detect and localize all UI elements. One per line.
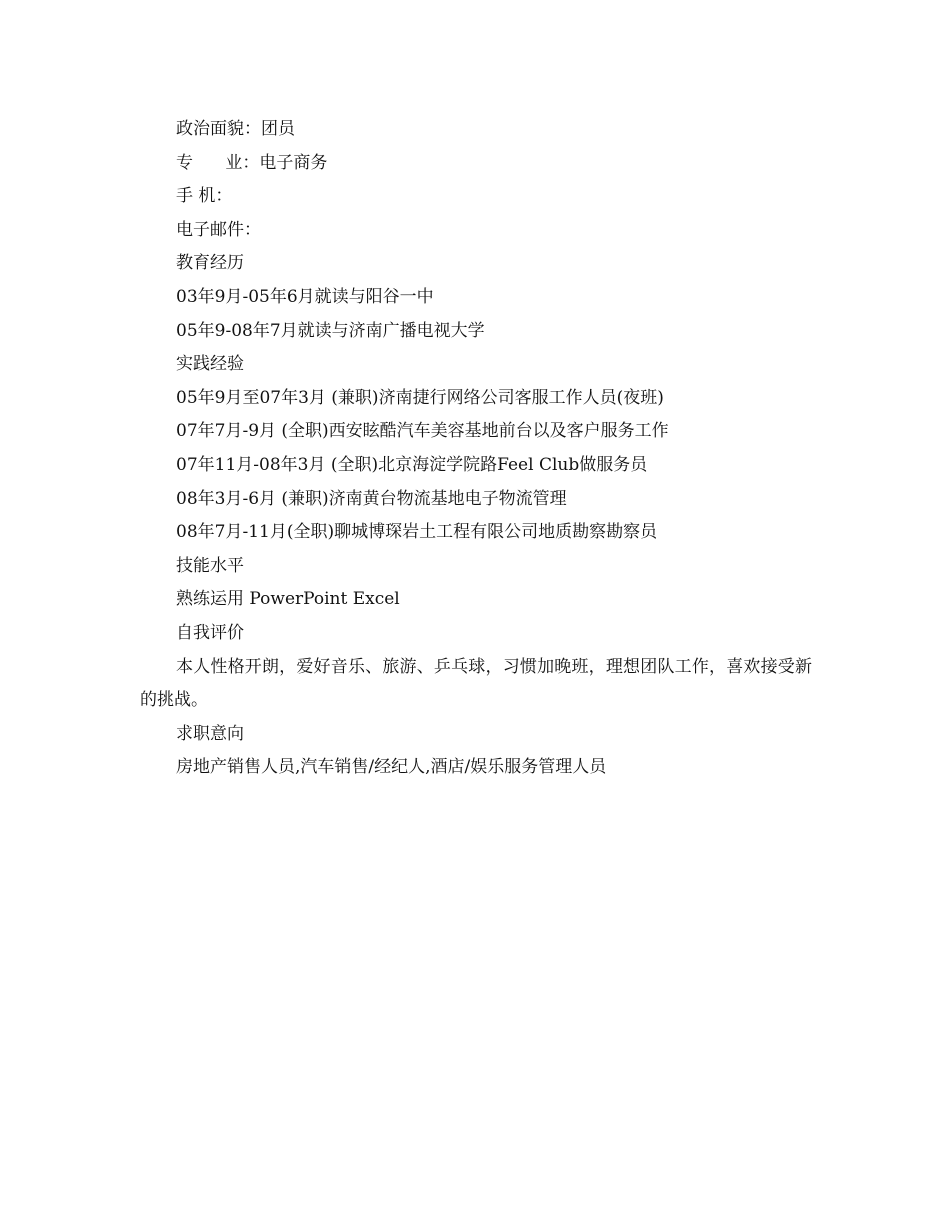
- self-eval-heading: 自我评价: [176, 622, 244, 643]
- skills-heading: 技能水平: [176, 555, 244, 576]
- experience-heading: 实践经验: [176, 354, 244, 375]
- mobile-line: 手 机：: [176, 186, 233, 207]
- objective-text: 房地产销售人员,汽车销售/经纪人,酒店/娱乐服务管理人员: [176, 757, 607, 778]
- self-eval-text: 本人性格开朗，爱好音乐、旅游、乒乓球，习惯加晚班，理想团队工作，喜欢接受新的挑战。: [140, 656, 812, 711]
- political-status-line: 政治面貌：团员: [176, 119, 295, 139]
- major-line: 专 业：电子商务: [176, 152, 328, 173]
- experience-item: 08年7月-11月(全职)聊城博琛岩土工程有限公司地质勘察勘察员: [176, 522, 658, 543]
- objective-heading: 求职意向: [176, 723, 244, 744]
- education-heading: 教育经历: [176, 253, 244, 274]
- experience-item: 07年11月-08年3月 (全职)北京海淀学院路Feel Club做服务员: [176, 454, 648, 475]
- email-line: 电子邮件：: [176, 219, 261, 240]
- skills-text: 熟练运用 PowerPoint Excel: [176, 589, 400, 610]
- experience-item: 08年3月-6月 (兼职)济南黄台物流基地电子物流管理: [176, 488, 567, 509]
- resume-body: [140, 113, 820, 785]
- education-item: 05年9-08年7月就读与济南广播电视大学: [176, 320, 485, 341]
- education-item: 03年9月-05年6月就读与阳谷一中: [176, 286, 434, 307]
- experience-item: 05年9月至07年3月 (兼职)济南捷行网络公司客服工作人员(夜班): [176, 387, 664, 408]
- experience-item: 07年7月-9月 (全职)西安眩酷汽车美容基地前台以及客户服务工作: [176, 421, 669, 442]
